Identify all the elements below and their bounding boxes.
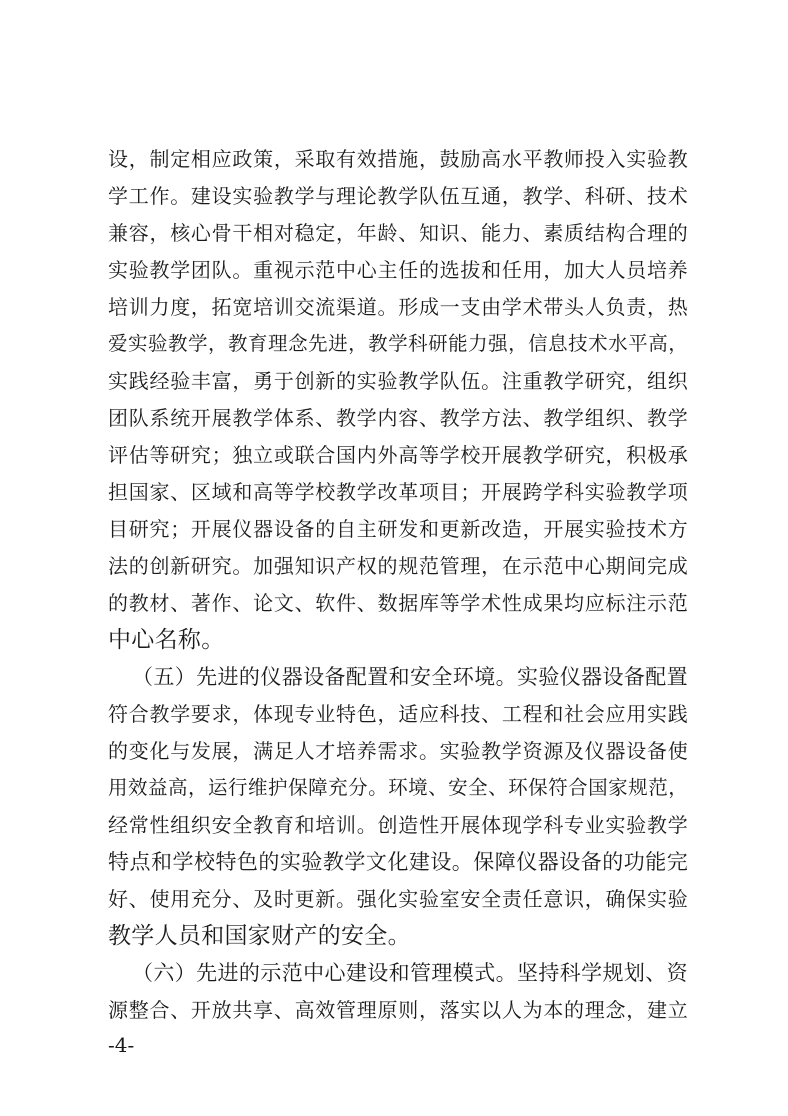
text-line: 爱实验教学，教育理念先进，教学科研能力强，信息技术水平高， xyxy=(108,332,688,355)
text-line: 实验教学团队。重视示范中心主任的选拔和任用，加大人员培养 xyxy=(108,258,688,282)
text-line: 实践经验丰富，勇于创新的实验教学队伍。注重教学研究，组织 xyxy=(108,369,688,393)
text-line: 教学人员和国家财产的安全。 xyxy=(108,923,411,949)
text-line: 经常性组织安全教育和培训。创造性开展体现学科专业实验教学 xyxy=(108,813,688,837)
text-line: 源整合、开放共享、高效管理原则，落实以人为本的理念，建立 xyxy=(108,998,688,1022)
text-line: 评估等研究；独立或联合国内外高等学校开展教学研究，积极承 xyxy=(108,443,688,467)
text-line: 团队系统开展教学体系、教学内容、教学方法、教学组织、教学 xyxy=(108,406,688,430)
text-line: 的变化与发展，满足人才培养需求。实验教学资源及仪器设备使 xyxy=(108,739,688,763)
text-line: 的教材、著作、论文、软件、数据库等学术性成果均应标注示范 xyxy=(108,591,688,615)
section-heading-line: （五）先进的仪器设备配置和安全环境。实验仪器设备配置 xyxy=(132,665,688,689)
text-line: 担国家、区域和高等学校教学改革项目；开展跨学科实验教学项 xyxy=(108,480,688,504)
section-heading-line: （六）先进的示范中心建设和管理模式。坚持科学规划、资 xyxy=(132,961,688,985)
text-line: 法的创新研究。加强知识产权的规范管理，在示范中心期间完成 xyxy=(108,554,688,578)
page-number: -4- xyxy=(108,1033,135,1057)
text-line: 目研究；开展仪器设备的自主研发和更新改造，开展实验技术方 xyxy=(108,517,688,541)
text-line: 用效益高，运行维护保障充分。环境、安全、环保符合国家规范， xyxy=(108,776,688,799)
text-line: 特点和学校特色的实验教学文化建设。保障仪器设备的功能完 xyxy=(108,850,688,874)
text-line: 符合教学要求，体现专业特色，适应科技、工程和社会应用实践 xyxy=(108,702,688,726)
text-line: 学工作。建设实验教学与理论教学队伍互通，教学、科研、技术 xyxy=(108,184,688,208)
text-line: 好、使用充分、及时更新。强化实验室安全责任意识，确保实验 xyxy=(108,887,688,911)
text-line: 设，制定相应政策，采取有效措施，鼓励高水平教师投入实验教 xyxy=(108,147,688,171)
text-line: 培训力度，拓宽培训交流渠道。形成一支由学术带头人负责，热 xyxy=(108,295,688,319)
text-line: 兼容，核心骨干相对稳定，年龄、知识、能力、素质结构合理的 xyxy=(108,221,688,245)
text-line: 中心名称。 xyxy=(108,627,225,653)
